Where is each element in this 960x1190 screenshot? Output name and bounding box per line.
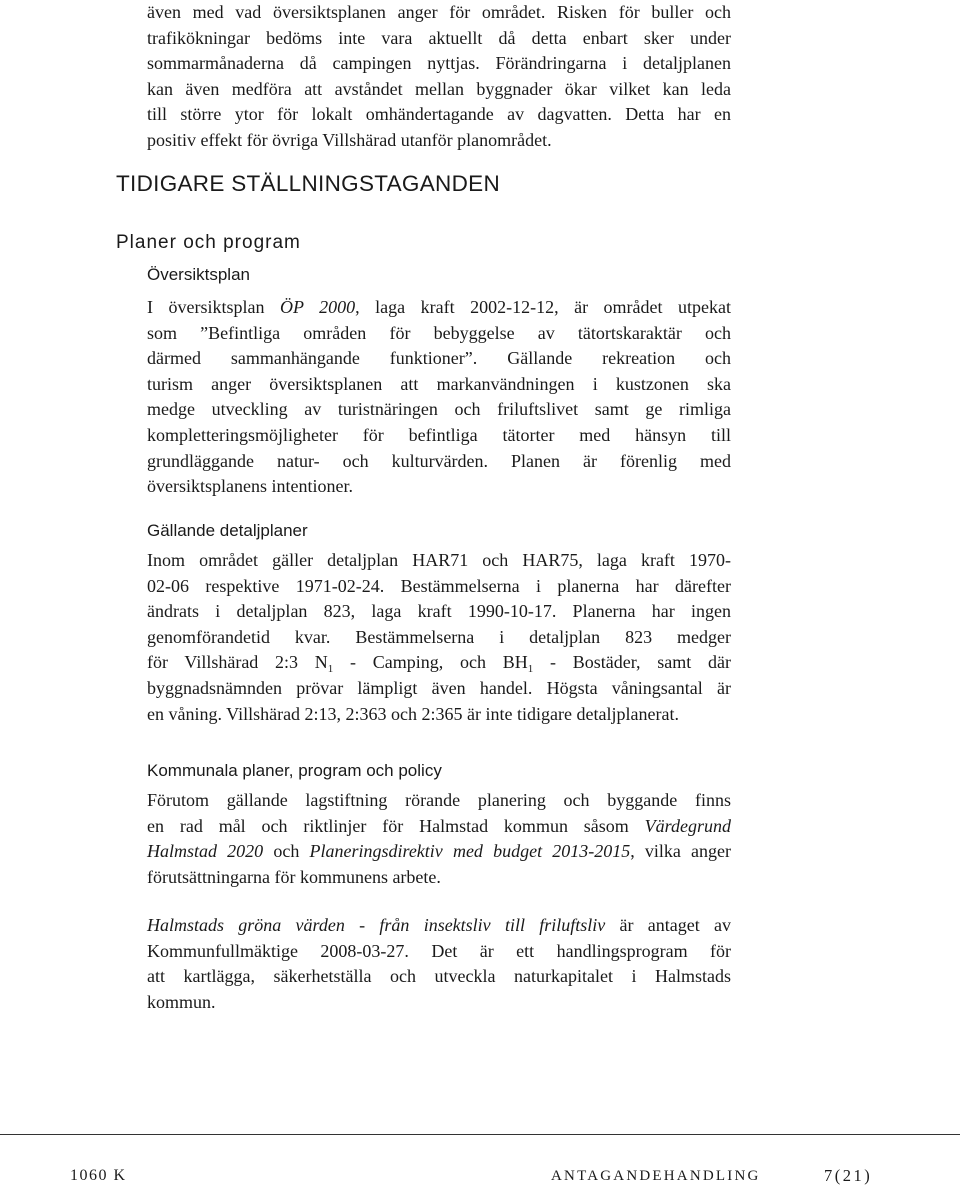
text-line — [147, 814, 731, 840]
document-title: Halmstad 2020 — [147, 841, 264, 862]
text-line: därmed sammanhängande funktioner”. Gällande rekreation och — [147, 348, 731, 369]
text-line: turism anger översiktsplanen att markanvändningen i kustzonen ska — [147, 373, 731, 394]
text-line: Inom området gäller detaljplan HAR71 och HAR75, laga kraft 1970- — [147, 550, 731, 570]
text-line: kan även medföra att avståndet mellan byggnader ökar vilket kan leda — [147, 78, 731, 99]
text-line — [147, 650, 731, 676]
text-line — [147, 913, 731, 939]
intro-paragraph — [147, 0, 731, 154]
page-number: 7(21) — [824, 1166, 873, 1185]
footer-plan-id: 1060 K — [70, 1167, 127, 1184]
text-span: för Villshärad 2:3 N — [147, 652, 328, 673]
oversiktsplan-heading: Översiktsplan — [147, 265, 250, 284]
kommunala-heading: Kommunala planer, program och policy — [147, 761, 442, 780]
subsection-title: Planer och program — [116, 232, 301, 253]
text-line: positiv effekt för övriga Villshärad utanför planområdet. — [147, 129, 552, 150]
text-span: - Bostäder, samt där — [533, 652, 731, 673]
text-span: I översiktsplan — [147, 297, 280, 317]
text-line: som ”Befintliga områden för bebyggelse av tätortskaraktär och — [147, 322, 731, 343]
document-title: Planeringsdirektiv med budget 2013-2015 — [309, 841, 631, 862]
text-line: Kommunfullmäktige 2008-03-27. Det är ett handlingsprogram för — [147, 940, 731, 961]
text-span: - Camping, och BH — [333, 652, 528, 673]
text-line: medge utveckling av turistnäringen och friluftslivet samt ge rimliga — [147, 399, 731, 420]
text-line: genomförandetid kvar. Bestämmelserna i detaljplan 823 medger — [147, 626, 731, 647]
text-span: och — [263, 841, 310, 862]
subscript: 1 — [527, 663, 534, 676]
plan-name: ÖP 2000 — [279, 297, 356, 317]
detaljplaner-paragraph — [147, 548, 731, 727]
text-line: även med vad översiktsplanen anger för området. Risken för buller och — [147, 2, 731, 22]
grona-paragraph — [147, 913, 731, 1015]
text-line: översiktsplanens intentioner. — [147, 476, 353, 497]
text-line: Förutom gällande lagstiftning rörande planering och byggande finns — [147, 790, 731, 810]
text-line: förutsättningarna för kommunens arbete. — [147, 866, 441, 887]
text-line: trafikökningar bedöms inte vara aktuellt då detta enbart sker under — [147, 27, 731, 48]
text-line — [147, 839, 731, 865]
oversiktsplan-paragraph — [147, 295, 731, 500]
detaljplaner-heading: Gällande detaljplaner — [147, 521, 308, 540]
document-title: Halmstads gröna värden - från insektsliv till friluftsliv — [147, 915, 606, 935]
text-line: en våning. Villshärad 2:13, 2:363 och 2:365 är inte tidigare detaljplanerat. — [147, 703, 679, 724]
footer-divider — [0, 1134, 960, 1135]
text-line: ändrats i detaljplan 823, laga kraft 1990-10-17. Planerna har ingen — [147, 601, 731, 622]
kommunala-paragraph — [147, 788, 731, 890]
text-line: att kartlägga, säkerhetställa och utveckla naturkapitalet i Halmstads — [147, 966, 731, 987]
text-span: , laga kraft 2002-12-12, är området utpekat — [355, 297, 732, 317]
text-line: kommun. — [147, 991, 216, 1012]
text-line: byggnadsnämnden prövar lämpligt även handel. Högsta våningsantal är — [147, 677, 731, 698]
text-line — [147, 295, 731, 321]
document-title: Värdegrund — [644, 815, 731, 836]
subscript: 1 — [327, 663, 334, 676]
text-span: en rad mål och riktlinjer för Halmstad kommun såsom — [147, 815, 645, 836]
text-line: grundläggande natur- och kulturvärden. Planen är förenlig med — [147, 450, 731, 471]
text-span: är antaget av — [605, 915, 731, 935]
text-line: till större ytor för lokalt omhändertagande av dagvatten. Detta har en — [147, 104, 731, 125]
text-line: 02-06 respektive 1971-02-24. Bestämmelserna i planerna har därefter — [147, 575, 731, 596]
section-title: TIDIGARE STÄLLNINGSTAGANDEN — [116, 171, 500, 196]
text-line: sommarmånaderna då campingen nyttjas. Förändringarna i detaljplanen — [147, 53, 731, 74]
text-span: , vilka anger — [630, 841, 732, 862]
footer-document-status: ANTAGANDEHANDLING — [551, 1168, 761, 1184]
text-line: kompletteringsmöjligheter för befintliga tätorter med hänsyn till — [147, 424, 731, 445]
